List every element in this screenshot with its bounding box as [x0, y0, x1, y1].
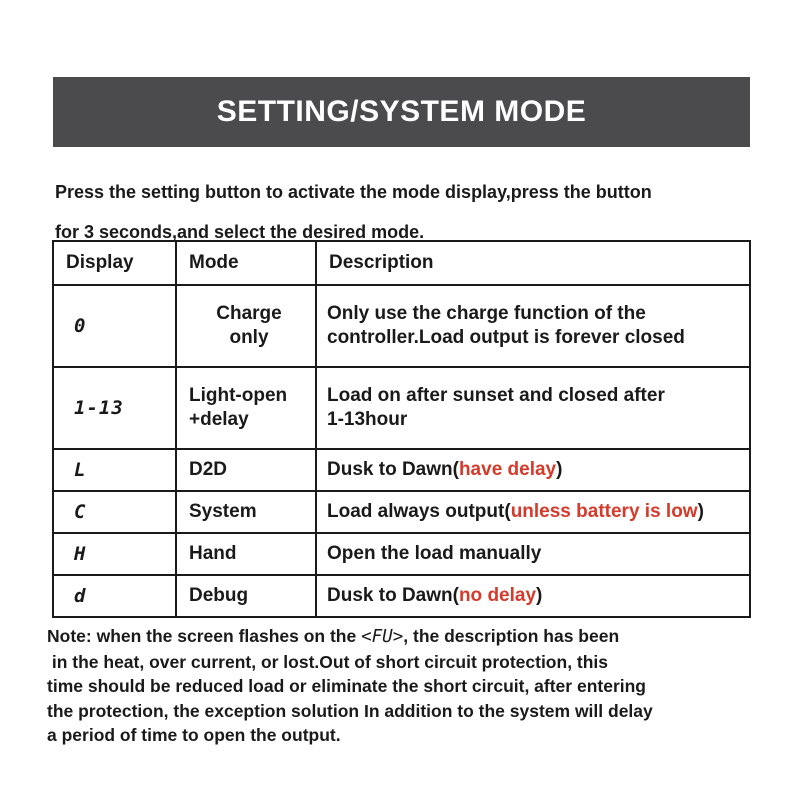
description-line: Load on after sunset and closed after [327, 385, 665, 406]
description-text: ) [536, 585, 543, 606]
description-text: ) [697, 501, 704, 522]
description-text: Load always output( [327, 501, 511, 522]
description-cell [316, 575, 750, 617]
header-display: Display [53, 241, 176, 285]
description-cell: Open the load manually [316, 533, 750, 575]
mode-cell: System [176, 491, 316, 533]
table-header-row [53, 241, 750, 285]
table-row [53, 533, 750, 575]
description-highlight: have delay [458, 459, 557, 480]
intro-line: Press the setting button to activate the mode display,press the button [55, 182, 652, 202]
description-highlight: no delay [458, 585, 537, 606]
page-title: SETTING/SYSTEM MODE [216, 95, 587, 128]
display-code: C [53, 491, 176, 533]
description-line: controller.Load output is forever closed [327, 327, 685, 348]
table-row [53, 491, 750, 533]
mode-cell: D2D [176, 449, 316, 491]
table-row [53, 575, 750, 617]
mode-cell [176, 285, 316, 367]
mode-line: Light-open [189, 385, 288, 406]
display-code: H [53, 533, 176, 575]
header-description: Description [316, 241, 750, 285]
table-row [53, 285, 750, 367]
description-line: 1-13hour [327, 409, 408, 430]
description-cell [316, 367, 750, 449]
fu-code: <FU> [361, 627, 404, 647]
note-text-end: , the description has been [403, 626, 620, 646]
table-row [53, 449, 750, 491]
description-cell [316, 285, 750, 367]
note-line [47, 624, 767, 650]
mode-line: +delay [189, 409, 249, 430]
header-mode: Mode [176, 241, 316, 285]
table-row [53, 367, 750, 449]
display-code: L [53, 449, 176, 491]
description-highlight: unless battery is low [510, 501, 698, 522]
mode-cell: Hand [176, 533, 316, 575]
intro-line: for 3 seconds,and select the desired mode. [55, 222, 425, 242]
note-line: in the heat, over current, or lost.Out of short circuit protection, this [47, 651, 609, 672]
mode-cell: Debug [176, 575, 316, 617]
mode-table [52, 240, 751, 618]
display-code: 0 [53, 285, 176, 367]
description-line: Only use the charge function of the [327, 303, 646, 324]
note-line: a period of time to open the output. [47, 725, 341, 745]
note-text [47, 624, 767, 748]
mode-line: only [229, 327, 269, 348]
description-cell [316, 491, 750, 533]
description-cell [316, 449, 750, 491]
description-text: Dusk to Dawn( [327, 459, 459, 480]
display-code: 1-13 [53, 367, 176, 449]
display-code: d [53, 575, 176, 617]
description-text: ) [556, 459, 563, 480]
description-text: Dusk to Dawn( [327, 585, 459, 606]
mode-cell [176, 367, 316, 449]
note-line: the protection, the exception solution In addition to the system will delay [47, 700, 653, 721]
note-prefix: Note: when the screen flashes on the [47, 626, 362, 646]
note-line: time should be reduced load or eliminate the short circuit, after entering [47, 676, 646, 696]
mode-line: Charge [216, 303, 282, 324]
page-title-banner [53, 77, 750, 147]
